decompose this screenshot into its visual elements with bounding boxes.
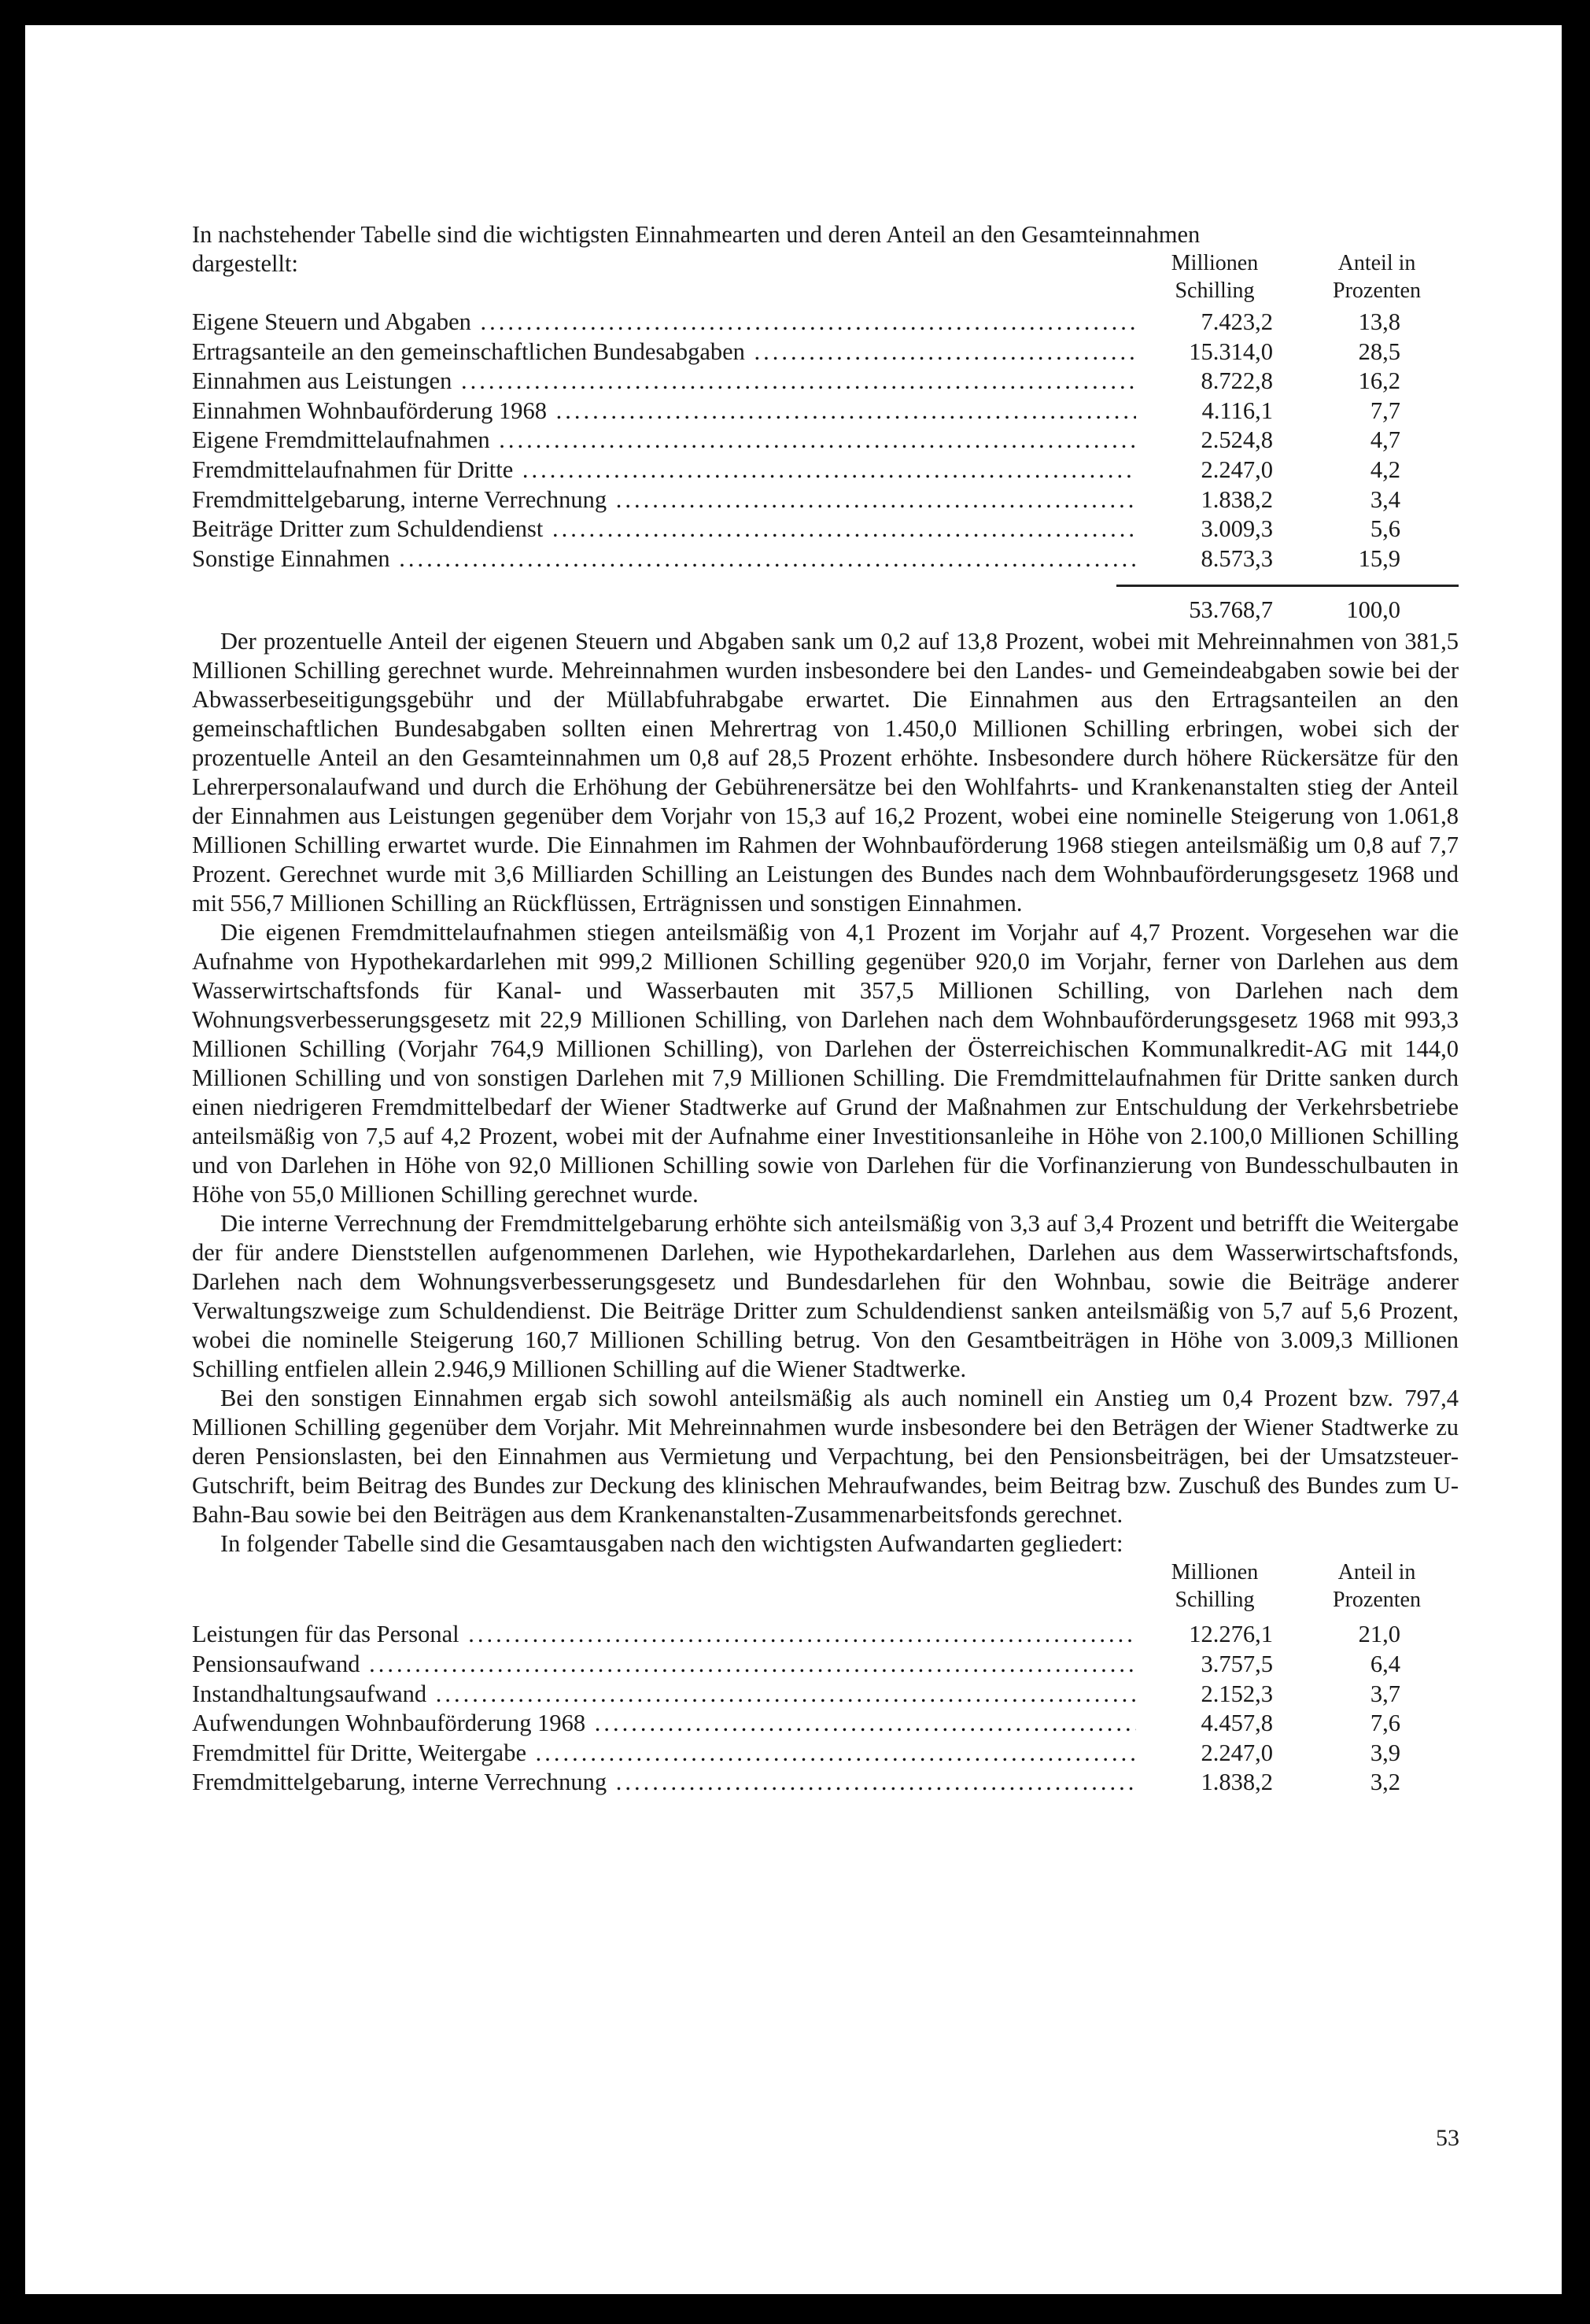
table-row: Fremdmittel für Dritte, Weitergabe ..... 2.247,0 3,9: [192, 1739, 1459, 1769]
table-row: Pensionsaufwand ..... 3.757,5 6,4: [192, 1650, 1459, 1680]
table-row: Sonstige Einnahmen ..... 8.573,3 15,9: [192, 544, 1459, 574]
table1-total-value: 53.768,7: [1189, 596, 1273, 624]
table-row: Eigene Fremdmittelaufnahmen ..... 2.524,8 4,7: [192, 426, 1459, 456]
paragraph: Die interne Verrechnung der Fremdmittelgebarung erhöhte sich anteilsmäßig von 3,3 auf 3,4 Prozent und betrifft die Weitergabe der für andere Dienststellen aufgenommenen Darlehen, wie Hypothekardarlehen, Darlehen aus dem Wasserwirtschaftsfonds, Darlehen nach dem Wohnungsverbesserungsgesetz und Bundesdarlehen für den Wohnbau, sowie die Beiträge anderer Verwaltungszweige zum Schuldendienst. Die Beiträge Dritter zum Schuldendienst sanken anteilsmäßig von 5,7 auf 5,6 Prozent, wobei die nominelle Steigerung 160,7 Millionen Schilling betrug. Von den Gesamtbeiträgen in Höhe von 3.009,3 Millionen Schilling entfielen allein 2.946,9 Millionen Schilling auf die Wiener Stadtwerke.: [192, 1210, 1459, 1383]
table2-intro: In folgender Tabelle sind die Gesamtausgaben nach den wichtigsten Aufwandarten gegliedert:: [220, 1530, 1123, 1558]
table-row: Einnahmen aus Leistungen ..... 8.722,8 16,2: [192, 367, 1459, 397]
table-row: Fremdmittelgebarung, interne Verrechnung ..... 1.838,2 3,2: [192, 1768, 1459, 1798]
table-row: Ertragsanteile an den gemeinschaftlichen Bundesabgaben ..... 15.314,0 28,5: [192, 338, 1459, 367]
table-row: Eigene Steuern und Abgaben ..... 7.423,2 13,8: [192, 308, 1459, 338]
table-row: Einnahmen Wohnbauförderung 1968 ..... 4.116,1 7,7: [192, 397, 1459, 426]
table1-total-share: 100,0: [1346, 596, 1400, 624]
table-row: Instandhaltungsaufwand ..... 2.152,3 3,7: [192, 1680, 1459, 1710]
table1-col-percent: Anteil in Prozenten: [1333, 251, 1421, 303]
table2-rows: [192, 1620, 1459, 1798]
table1-col-millions: Millionen Schilling: [1171, 251, 1259, 303]
table-row: Aufwendungen Wohnbauförderung 1968 ..... 4.457,8 7,6: [192, 1709, 1459, 1739]
table-row: Fremdmittelaufnahmen für Dritte ..... 2.247,0 4,2: [192, 456, 1459, 485]
table1-intro-line: In nachstehender Tabelle sind die wichtigsten Einnahmearten und deren Anteil an den Gesamteinnahmen: [192, 221, 1201, 248]
page-content: [192, 220, 1459, 1798]
paragraph: Die eigenen Fremdmittelaufnahmen stiegen anteilsmäßig von 4,1 Prozent im Vorjahr auf 4,7 Prozent. Vorgesehen war die Aufnahme von Hypothekardarlehen mit 999,2 Millionen Schilling gegenüber 920,0 im Vorjahr, ferner von Darlehen aus dem Wasserwirtschaftsfonds für Kanal- und Wasserbauten mit 357,5 Millionen Schilling, von Darlehen nach dem Wohnungsverbesserungsgesetz mit 22,9 Millionen Schilling, von Darlehen nach dem Wohnbauförderungsgesetz 1968 mit 993,3 Millionen Schilling (Vorjahr 764,9 Millionen Schilling), von Darlehen der Österreichischen Kommunalkredit-AG mit 144,0 Millionen Schilling und von sonstigen Darlehen mit 7,9 Millionen Schilling. Die Fremdmittelaufnahmen für Dritte sanken durch einen niedrigeren Fremdmittelbedarf der Wiener Stadtwerke auf Grund der Maßnahmen zur Entschuldung der Verkehrsbetriebe anteilsmäßig von 7,5 auf 4,2 Prozent, wobei mit der Aufnahme einer Investitionsanleihe in Höhe von 2.100,0 Millionen Schilling und von Darlehen in Höhe von 92,0 Millionen Schilling sowie von Darlehen für die Vorfinanzierung von Bundesschulbauten in Höhe von 55,0 Millionen Schilling gerechnet wurde.: [192, 919, 1459, 1208]
table1-total-rule: [192, 574, 1459, 596]
page-number: 53: [1436, 2125, 1459, 2151]
table2-col-percent: Anteil in Prozenten: [1333, 1560, 1421, 1613]
table1-rows: [192, 308, 1459, 574]
document-page: [25, 25, 1562, 2294]
table-row: Leistungen für das Personal ..... 12.276,1 21,0: [192, 1620, 1459, 1650]
table1-total-row: [192, 596, 1459, 627]
paragraph: Bei den sonstigen Einnahmen ergab sich sowohl anteilsmäßig als auch nominell ein Anstieg um 0,4 Prozent bzw. 797,4 Millionen Schilling gegenüber dem Vorjahr. Mit Mehreinnahmen wurde insbesondere bei den Beträgen der Wiener Stadtwerke zu deren Pensionslasten, bei den Einnahmen aus Vermietung und Verpachtung, bei den Pensionsbeiträgen, bei der Umsatzsteuer-Gutschrift, beim Beitrag des Bundes zur Deckung des klinischen Mehraufwandes, beim Beitrag bzw. Zuschuß des Bundes zum U-Bahn-Bau sowie bei den Beiträgen aus dem Krankenanstalten-Zusammenarbeitsfonds gerechnet.: [192, 1385, 1459, 1529]
table2-col-millions: Millionen Schilling: [1171, 1560, 1259, 1613]
table-row: Fremdmittelgebarung, interne Verrechnung ..... 1.838,2 3,4: [192, 485, 1459, 515]
paragraph: Der prozentuelle Anteil der eigenen Steuern und Abgaben sank um 0,2 auf 13,8 Prozent, wobei mit Mehreinnahmen von 381,5 Millionen Schilling gerechnet wurde. Mehreinnahmen wurden insbesondere bei den Landes- und Gemeindeabgaben sowie bei der Abwasserbeseitigungsgebühr und der Müllabfuhrabgabe erwartet. Die Einnahmen aus den Ertragsanteilen an den gemeinschaftlichen Bundesabgaben sollten einen Mehrertrag von 1.450,0 Millionen Schilling erbringen, wobei sich der prozentuelle Anteil an den Gesamteinnahmen um 0,8 auf 28,5 Prozent erhöhte. Insbesondere durch höhere Rückersätze für den Lehrerpersonalaufwand und durch die Erhöhung der Gebührenersätze bei den Wohlfahrts- und Krankenanstalten stieg der Anteil der Einnahmen aus Leistungen gegenüber dem Vorjahr von 15,3 auf 16,2 Prozent, wobei eine nominelle Steigerung von 1.061,8 Millionen Schilling erwartet wurde. Die Einnahmen im Rahmen der Wohnbauförderung 1968 stiegen anteilsmäßig um 0,8 auf 7,7 Prozent. Gerechnet wurde mit 3,6 Milliarden Schilling an Leistungen des Bundes nach dem Wohnbauförderungsgesetz 1968 und mit 556,7 Millionen Schilling an Rückflüssen, Erträgnissen und sonstigen Einnahmen.: [192, 628, 1459, 917]
table1-intro-continuation: dargestellt:: [192, 250, 298, 277]
table-row: Beiträge Dritter zum Schuldendienst ..... 3.009,3 5,6: [192, 515, 1459, 544]
table1-column-header: [192, 249, 1459, 308]
table2-column-header: [192, 1559, 1459, 1620]
